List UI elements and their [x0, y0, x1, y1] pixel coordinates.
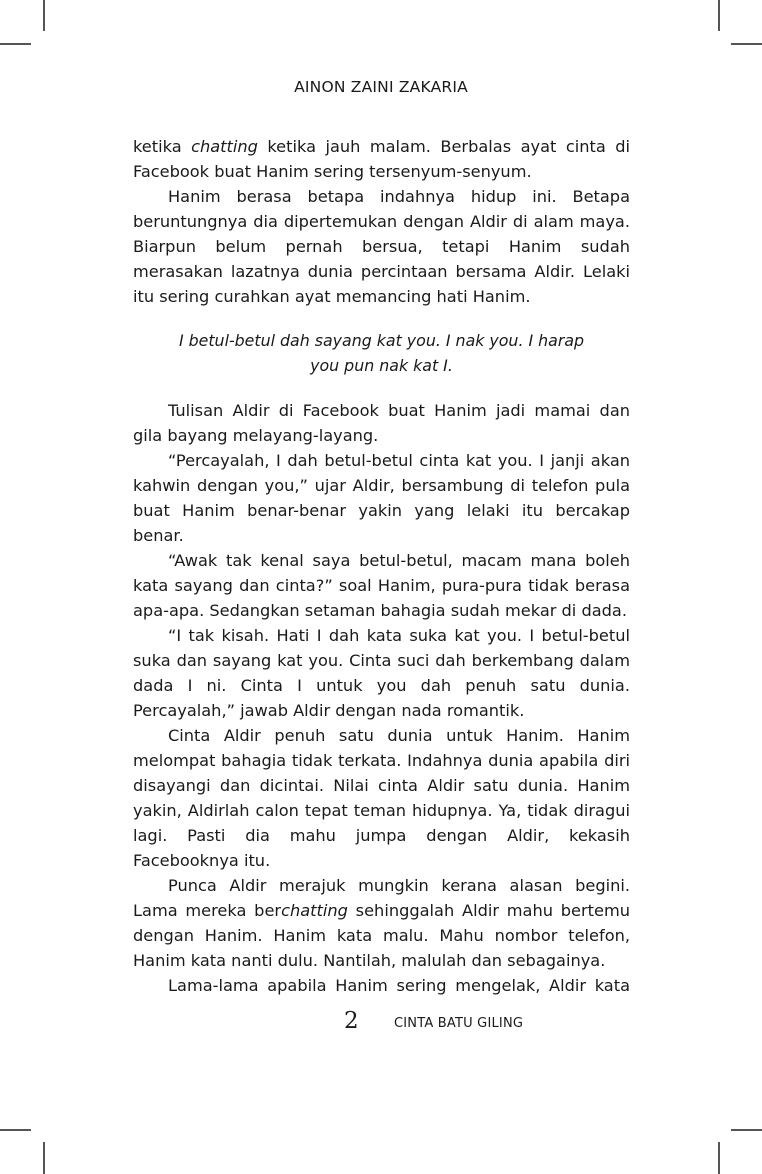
paragraph: [133, 623, 630, 723]
paragraph: [133, 548, 630, 623]
crop-mark: [731, 1129, 762, 1131]
running-header-author: AINON ZAINI ZAKARIA: [294, 78, 468, 96]
running-footer-title: CINTA BATU GILING: [394, 1016, 524, 1031]
crop-mark: [43, 0, 45, 31]
text-run: sehinggalah Aldir mahu bertemu dengan Hanim. Hanim kata malu. Mahu nombor telefon, Hanim kata nanti dulu. Nantilah, malulah dan sebagainya.: [133, 901, 630, 970]
page-number: 2: [344, 1008, 359, 1034]
paragraph: [133, 723, 630, 873]
italic-term: chatting: [191, 137, 258, 156]
text-run: Lama-lama apabila Hanim sering mengelak, Aldir kata: [168, 976, 630, 995]
crop-mark: [718, 0, 720, 31]
italic-term: chatting: [281, 901, 348, 920]
crop-mark: [0, 1129, 31, 1131]
crop-mark: [43, 1142, 45, 1174]
quote-line: you pun nak kat I.: [310, 356, 453, 375]
text-run: ketika jauh malam. Berbalas ayat cinta di Facebook buat Hanim sering tersenyum-senyum.: [133, 137, 630, 181]
paragraph: [133, 448, 630, 548]
text-run: “Awak tak kenal saya betul-betul, macam mana boleh kata sayang dan cinta?” soal Hanim, pura-pura tidak berasa apa-apa. Sedangkan setaman bahagia sudah mekar di dada.: [133, 551, 630, 620]
paragraph: [133, 134, 630, 184]
paragraph: [133, 973, 630, 998]
text-run: “Percayalah, I dah betul-betul cinta kat you. I janji akan kahwin dengan you,” ujar Aldir, bersambung di telefon pula buat Hanim benar-benar yakin yang lelaki itu bercakap benar.: [133, 451, 630, 545]
text-run: Cinta Aldir penuh satu dunia untuk Hanim. Hanim melompat bahagia tidak terkata. Indahnya dunia apabila diri disayangi dan dicintai. Nilai cinta Aldir satu dunia. Hanim yakin, Aldirlah calon tepat teman hidupnya. Ya, tidak diragui lagi. Pasti dia mahu jumpa dengan Aldir, kekasih Facebooknya itu.: [133, 726, 630, 870]
paragraph: [133, 398, 630, 448]
crop-mark: [0, 43, 31, 45]
body-text: [133, 134, 630, 998]
quote-line: I betul-betul dah sayang kat you. I nak you. I harap: [178, 331, 585, 350]
crop-mark: [718, 1142, 720, 1174]
text-run: ketika: [133, 137, 192, 156]
text-run: “I tak kisah. Hati I dah kata suka kat you. I betul-betul suka dan sayang kat you. Cinta suci dah berkembang dalam dada I ni. Cinta I untuk you dah penuh satu dunia. Percayalah,” jawab Aldir dengan nada romantik.: [133, 626, 630, 720]
paragraph: [133, 873, 630, 973]
paragraph: [133, 184, 630, 309]
text-run: Punca Aldir merajuk mungkin kerana alasan begini. Lama mereka ber: [133, 876, 630, 920]
block-quote: [133, 328, 630, 378]
text-run: Hanim berasa betapa indahnya hidup ini. Betapa beruntungnya dia dipertemukan dengan Aldir di alam maya. Biarpun belum pernah bersua, tetapi Hanim sudah merasakan lazatnya dunia percintaan bersama Aldir. Lelaki itu sering curahkan ayat memancing hati Hanim.: [133, 187, 630, 306]
text-run: Tulisan Aldir di Facebook buat Hanim jadi mamai dan gila bayang melayang-layang.: [133, 401, 630, 445]
crop-mark: [731, 43, 762, 45]
